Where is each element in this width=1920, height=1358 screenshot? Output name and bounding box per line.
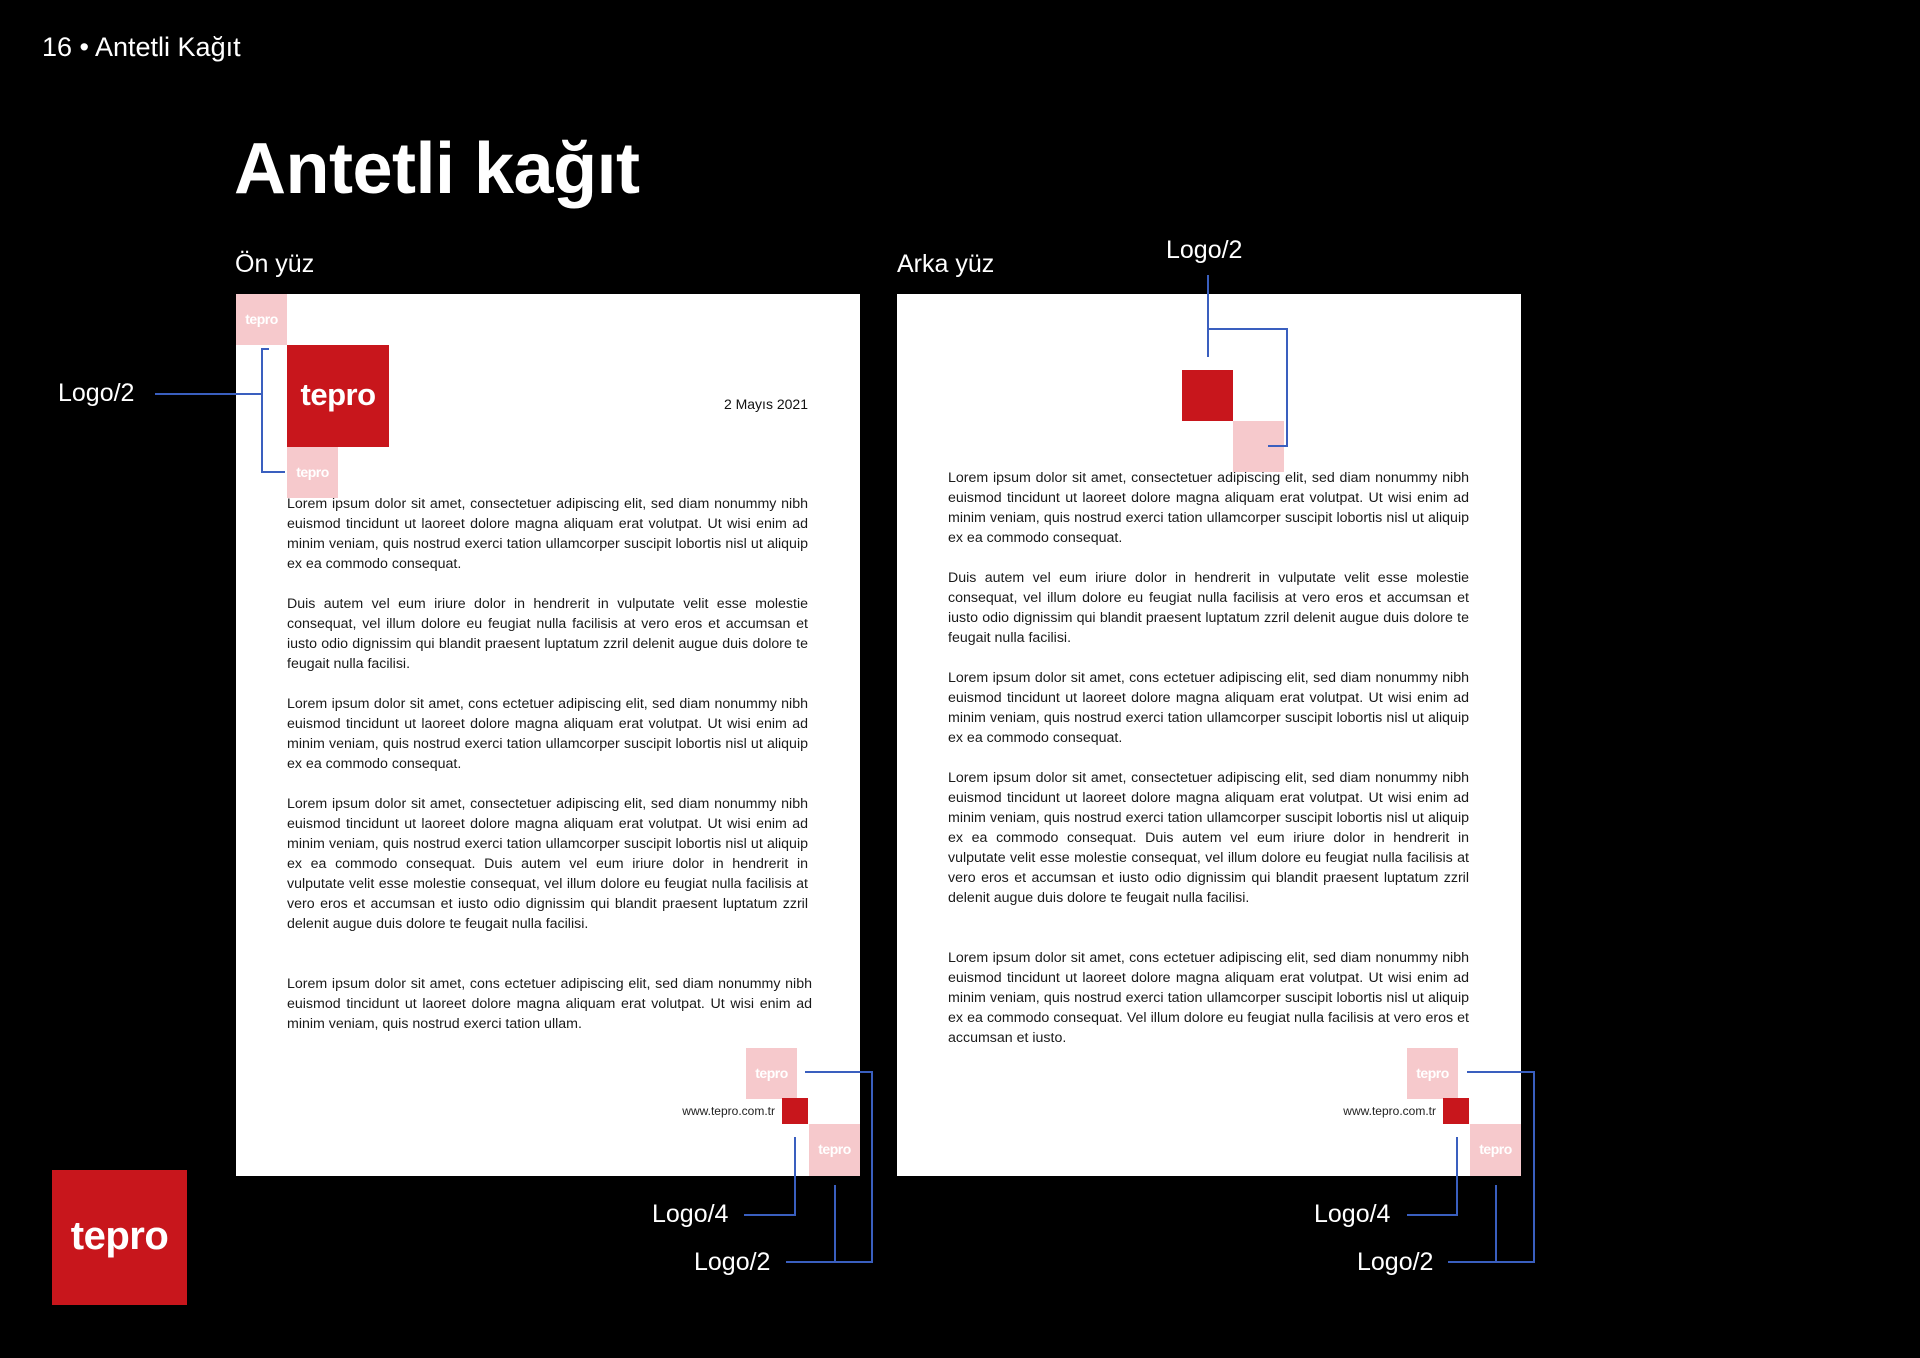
callout-line (1268, 445, 1288, 447)
letterhead-front (236, 294, 860, 1176)
back-footer-logo-half-corner (1470, 1124, 1521, 1176)
letter-date: 2 Mayıs 2021 (723, 396, 808, 412)
callout-line (261, 348, 263, 472)
back-paragraph-4: Lorem ipsum dolor sit amet, consectetuer adipiscing elit, sed diam nonummy nibh euismod tincidunt ut laoreet dolore magna aliquam erat volutpat. Ut wisi enim ad minim veniam, quis nostrud exerci tation ullamcorper suscipit lobortis nisl ut aliquip ex ea commodo consequat. Duis autem vel eum iriure dolor in hendrerit in vulputate velit esse molestie consequat, vel illum dolore eu feugiat nulla facilisis at vero eros et accumsan et iusto odio dignissim qui blandit praesent luptatum zzril delenit augue duis dolore te feugait nulla facilisi. (948, 770, 1469, 906)
front-paragraph-3: Lorem ipsum dolor sit amet, cons ectetuer adipiscing elit, sed diam nonummy nibh euismod tincidunt ut laoreet dolore magna aliquam erat volutpat. Ut wisi enim ad minim veniam, quis nostrud exerci tation ullamcorper suscipit lobortis nisl ut aliquip ex ea commodo consequat. (287, 696, 808, 772)
callout-back-half: Logo/2 (1357, 1248, 1434, 1276)
callout-line (794, 1137, 796, 1216)
back-paragraph-5: Lorem ipsum dolor sit amet, cons ectetuer adipiscing elit, sed diam nonummy nibh euismod tincidunt ut laoreet dolore magna aliquam erat volutpat. Ut wisi enim ad minim veniam, quis nostrud exerci tation ullamcorper suscipit lobortis nisl ut aliquip ex ea commodo consequat. Vel illum dolore eu feugiat nulla facilisis at vero eros et accumsan et iusto. (948, 950, 1469, 1046)
letterhead-back (897, 294, 1521, 1176)
logo-text: tepro (300, 377, 376, 412)
front-main-logo (287, 345, 389, 447)
logo-text: tepro (296, 464, 329, 480)
callout-line (805, 1071, 873, 1073)
back-footer-logo-half (1407, 1048, 1458, 1099)
front-paragraph-1: Lorem ipsum dolor sit amet, consectetuer adipiscing elit, sed diam nonummy nibh euismod tincidunt ut laoreet dolore magna aliquam erat volutpat. Ut wisi enim ad minim veniam, quis nostrud exerci tation ullamcorper suscipit lobortis nisl ut aliquip ex ea commodo consequat. (287, 496, 808, 572)
front-logo-half-bottom (287, 447, 338, 498)
footer-url: www.tepro.com.tr (1343, 1104, 1436, 1118)
callout-line (1495, 1185, 1497, 1263)
back-paragraph-3: Lorem ipsum dolor sit amet, cons ectetuer adipiscing elit, sed diam nonummy nibh euismod tincidunt ut laoreet dolore magna aliquam erat volutpat. Ut wisi enim ad minim veniam, quis nostrud exerci tation ullamcorper suscipit lobortis nisl ut aliquip ex ea commodo consequat. (948, 670, 1469, 746)
callout-line (1207, 275, 1209, 357)
breadcrumb: 16 • Antetli Kağıt (42, 32, 241, 62)
logo-text: tepro (1479, 1141, 1512, 1157)
front-footer-logo-quarter (782, 1098, 808, 1124)
callout-line (1286, 328, 1288, 447)
callout-line (871, 1071, 873, 1263)
callout-line (261, 471, 285, 473)
logo-text: tepro (755, 1065, 788, 1081)
callout-line (1533, 1071, 1535, 1263)
callout-line (1456, 1137, 1458, 1216)
callout-line (261, 348, 269, 350)
brand-logo (52, 1170, 187, 1305)
callout-front-top: Logo/2 (58, 379, 135, 407)
callout-line (786, 1261, 873, 1263)
back-logo-red (1182, 370, 1233, 421)
back-paragraph-2: Duis autem vel eum iriure dolor in hendrerit in vulputate velit esse molestie consequat, vel illum dolore eu feugiat nulla facilisis at vero eros et accumsan et iusto odio dignissim qui blandit praesent luptatum zzril delenit augue duis dolore te feugait nulla facilisi. (948, 570, 1469, 646)
callout-line (1407, 1214, 1458, 1216)
callout-back-quarter: Logo/4 (1314, 1200, 1391, 1228)
logo-text: tepro (1416, 1065, 1449, 1081)
callout-line (155, 393, 262, 395)
footer-url: www.tepro.com.tr (682, 1104, 775, 1118)
logo-text: tepro (818, 1141, 851, 1157)
callout-line (1448, 1261, 1535, 1263)
front-paragraph-2: Duis autem vel eum iriure dolor in hendrerit in vulputate velit esse molestie consequat, vel illum dolore eu feugiat nulla facilisis at vero eros et accumsan et iusto odio dignissim qui blandit praesent luptatum zzril delenit augue duis dolore te feugait nulla facilisi. (287, 596, 808, 672)
back-label: Arka yüz (897, 250, 995, 278)
front-label: Ön yüz (235, 250, 315, 278)
callout-line (1207, 328, 1288, 330)
front-footer-logo-half (746, 1048, 797, 1099)
page-title: Antetli kağıt (234, 129, 640, 209)
callout-line (834, 1185, 836, 1263)
back-footer-logo-quarter (1443, 1098, 1469, 1124)
callout-line (1467, 1071, 1535, 1073)
front-logo-half-top (236, 294, 287, 345)
front-paragraph-5: Lorem ipsum dolor sit amet, cons ectetuer adipiscing elit, sed diam nonummy nibh euismod tincidunt ut laoreet dolore magna aliquam erat volutpat. Ut wisi enim ad minim veniam, quis nostrud exerci tation ullam. (287, 976, 812, 1032)
callout-line (744, 1214, 795, 1216)
callout-front-quarter: Logo/4 (652, 1200, 729, 1228)
back-paragraph-1: Lorem ipsum dolor sit amet, consectetuer adipiscing elit, sed diam nonummy nibh euismod tincidunt ut laoreet dolore magna aliquam erat volutpat. Ut wisi enim ad minim veniam, quis nostrud exerci tation ullamcorper suscipit lobortis nisl ut aliquip ex ea commodo consequat. (948, 470, 1469, 546)
callout-back-top: Logo/2 (1166, 236, 1243, 264)
callout-front-half: Logo/2 (694, 1248, 771, 1276)
front-paragraph-4: Lorem ipsum dolor sit amet, consectetuer adipiscing elit, sed diam nonummy nibh euismod tincidunt ut laoreet dolore magna aliquam erat volutpat. Ut wisi enim ad minim veniam, quis nostrud exerci tation ullamcorper suscipit lobortis nisl ut aliquip ex ea commodo consequat. Duis autem vel eum iriure dolor in hendrerit in vulputate velit esse molestie consequat, vel illum dolore eu feugiat nulla facilisis at vero eros et accumsan et iusto odio dignissim qui blandit praesent luptatum zzril delenit augue duis dolore te feugait nulla facilisi. (287, 796, 808, 932)
front-footer-logo-half-corner (809, 1124, 860, 1176)
logo-text: tepro (245, 311, 278, 327)
logo-text: tepro (70, 1214, 169, 1258)
